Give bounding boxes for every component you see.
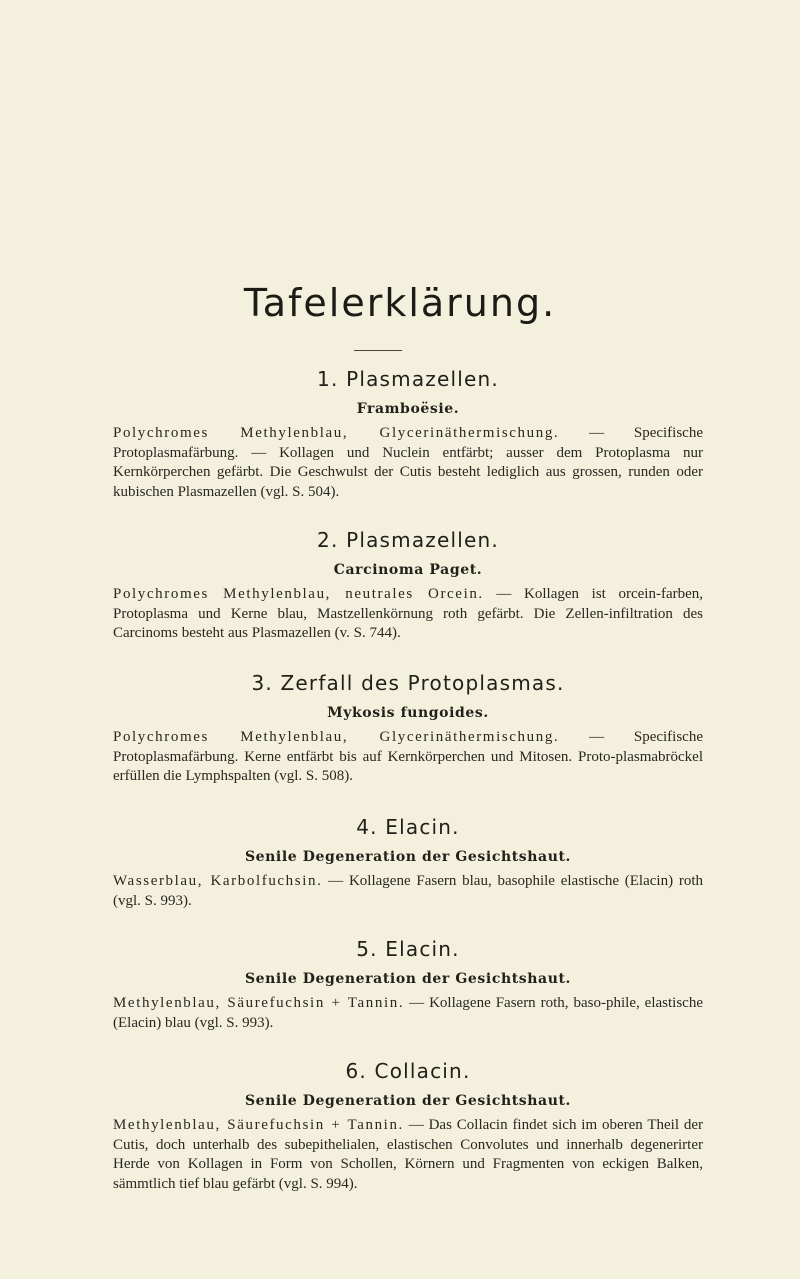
section-body [113, 585, 703, 644]
section-text: — Kollagene Fasern roth, baso-phile, elastische (Elacin) blau (vgl. S. 993). [113, 995, 703, 1031]
section-text: — Specifische Protoplasmafärbung. Kerne entfärbt bis auf Kernkörperchen und Mitosen. Proto-plasmabröckel erfüllen die Lymphspalten (vgl. S. 508). [113, 729, 703, 784]
section-heading: 1. Plasmazellen. [317, 367, 499, 391]
stain-method: Polychromes Methylenblau, Glycerinäthermischung. [113, 729, 560, 745]
plate-section-2 [113, 527, 703, 644]
section-body [113, 994, 703, 1033]
section-subheading: Senile Degeneration der Gesichtshaut. [244, 849, 572, 865]
section-body [113, 872, 703, 911]
plate-section-5 [113, 936, 703, 1033]
section-text: — Kollagene Fasern blau, basophile elastische (Elacin) roth (vgl. S. 993). [113, 873, 704, 909]
stain-method: Methylenblau, Säurefuchsin + Tannin. [113, 1117, 404, 1133]
section-body [113, 1116, 703, 1194]
plate-section-6 [113, 1058, 703, 1194]
section-subheading: Carcinoma Paget. [333, 562, 483, 578]
section-heading: 3. Zerfall des Protoplasmas. [251, 671, 565, 695]
section-subheading: Mykosis fungoides. [327, 705, 489, 721]
plate-section-1 [113, 366, 703, 502]
section-subheading: Framboësie. [356, 401, 460, 417]
stain-method: Polychromes Methylenblau, neutrales Orcein. [113, 586, 484, 602]
section-body [113, 728, 703, 787]
plate-section-3 [113, 670, 703, 787]
stain-method: Methylenblau, Säurefuchsin + Tannin. [113, 995, 405, 1011]
section-heading: 6. Collacin. [345, 1059, 471, 1083]
section-body [113, 424, 703, 502]
title-divider [354, 350, 402, 351]
section-text: — Das Collacin findet sich im oberen Theil der Cutis, doch unterhalb des subepithelialen, elastischen Convolutes und innerhalb degenerirter Herde von Kollagen in Form von Schollen, Körnern und Fragmenten von eckigen Balken, sämmtlich tief blau gefärbt (vgl. S. 994). [113, 1117, 704, 1192]
stain-method: Polychromes Methylenblau, Glycerinäthermischung. [113, 425, 560, 441]
stain-method: Wasserblau, Karbolfuchsin. [113, 873, 323, 889]
page-title: Tafelerklärung. [243, 281, 557, 325]
section-subheading: Senile Degeneration der Gesichtshaut. [244, 971, 572, 987]
section-subheading: Senile Degeneration der Gesichtshaut. [244, 1093, 572, 1109]
section-heading: 5. Elacin. [356, 937, 460, 961]
section-heading: 2. Plasmazellen. [317, 528, 499, 552]
section-text: — Kollagen ist orcein-farben, Protoplasma und Kerne blau, Mastzellenkörnung roth gefärbt. Die Zellen-infiltration des Carcinoms besteht aus Plasmazellen (v. S. 744). [113, 586, 704, 641]
section-text: — Specifische Protoplasmafärbung. — Kollagen und Nuclein entfärbt; ausser dem Protoplasma nur Kernkörperchen gefärbt. Die Geschwulst der Cutis besteht lediglich aus grossen, runden oder kubischen Plasmazellen (vgl. S. 504). [113, 425, 703, 500]
plate-section-4 [113, 814, 703, 911]
section-heading: 4. Elacin. [356, 815, 460, 839]
